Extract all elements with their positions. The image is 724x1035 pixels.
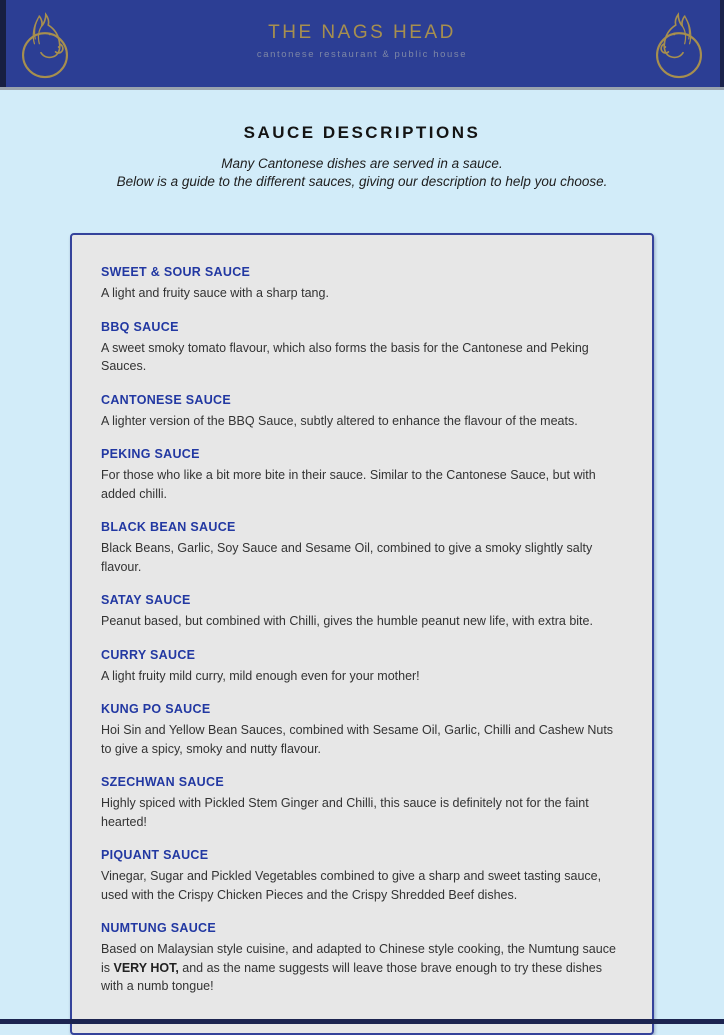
restaurant-name: THE NAGS HEAD (268, 22, 456, 44)
sauce-entry (101, 775, 624, 831)
bottom-edge-bar (0, 1019, 724, 1024)
intro-text (0, 155, 724, 191)
sauce-name: SATAY SAUCE (101, 593, 191, 608)
sauce-description: Vinegar, Sugar and Pickled Vegetables combined to give a sharp and sweet tasting sauce, used with the Crispy Chicken Pieces and the Crispy Shredded Beef dishes. (101, 869, 602, 902)
sauce-description: For those who like a bit more bite in their sauce. Similar to the Cantonese Sauce, but with added chilli. (101, 468, 596, 501)
sauce-description: Hoi Sin and Yellow Bean Sauces, combined with Sesame Oil, Garlic, Chilli and Cashew Nuts to give a spicy, smoky and nutty flavour. (101, 723, 614, 756)
sauce-description: A sweet smoky tomato flavour, which also forms the basis for the Cantonese and Peking Sauces. (101, 340, 589, 374)
sauce-entry (101, 593, 624, 631)
sauce-entry (101, 848, 624, 904)
sauce-name: BLACK BEAN SAUCE (101, 520, 236, 535)
sauce-entry (101, 648, 624, 686)
sauce-entry (101, 702, 624, 758)
restaurant-tagline: cantonese restaurant & public house (256, 49, 468, 61)
sauce-entry (101, 921, 624, 996)
sauce-entry (101, 320, 624, 376)
sauce-entry (101, 393, 624, 431)
intro-line-2: Below is a guide to the different sauces, giving our description to help you choose. (116, 174, 608, 190)
restaurant-header (0, 0, 724, 90)
sauce-entry (101, 520, 624, 576)
sauce-name: NUMTUNG SAUCE (101, 921, 217, 936)
sauce-description-emphasis: VERY HOT, (113, 960, 179, 975)
sauce-name: KUNG PO SAUCE (101, 702, 211, 717)
sauce-name: SZECHWAN SAUCE (101, 775, 224, 790)
sauce-list-panel (70, 233, 654, 1035)
brand-wordmark (257, 22, 467, 60)
page-title: SAUCE DESCRIPTIONS (243, 123, 481, 142)
sauce-name: BBQ SAUCE (101, 319, 179, 334)
sauce-name: CURRY SAUCE (101, 647, 196, 662)
intro-line-1: Many Cantonese dishes are served in a sauce. (221, 156, 503, 171)
horse-head-logo-right (644, 8, 714, 86)
sauce-description: A lighter version of the BBQ Sauce, subtly altered to enhance the flavour of the meats. (101, 413, 578, 428)
sauce-description: Highly spiced with Pickled Stem Ginger and Chilli, this sauce is definitely not for the faint hearted! (101, 796, 589, 829)
sauce-name: CANTONESE SAUCE (101, 392, 231, 407)
sauce-description-text: and as the name suggests will leave those brave enough to try these dishes with a numb tongue! (101, 960, 602, 994)
sauce-description: Black Beans, Garlic, Soy Sauce and Sesame Oil, combined to give a smoky slightly salty flavour. (101, 541, 593, 574)
sauce-name: SWEET & SOUR SAUCE (101, 265, 251, 280)
horse-head-logo-left (10, 8, 80, 86)
sauce-description: A light fruity mild curry, mild enough even for your mother! (101, 668, 420, 683)
sauce-name: PIQUANT SAUCE (101, 848, 209, 863)
sauce-entry (101, 265, 624, 303)
sauce-entry (101, 447, 624, 503)
sauce-description (101, 940, 624, 996)
intro-section (0, 90, 724, 191)
sauce-description: A light and fruity sauce with a sharp tang. (101, 286, 329, 301)
sauce-description-text: Based on Malaysian style cuisine, and adapted to Chinese style cooking, the Numtung sauce is (101, 942, 616, 975)
sauce-name: PEKING SAUCE (101, 447, 200, 462)
sauce-description: Peanut based, but combined with Chilli, gives the humble peanut new life, with extra bite. (101, 614, 593, 629)
